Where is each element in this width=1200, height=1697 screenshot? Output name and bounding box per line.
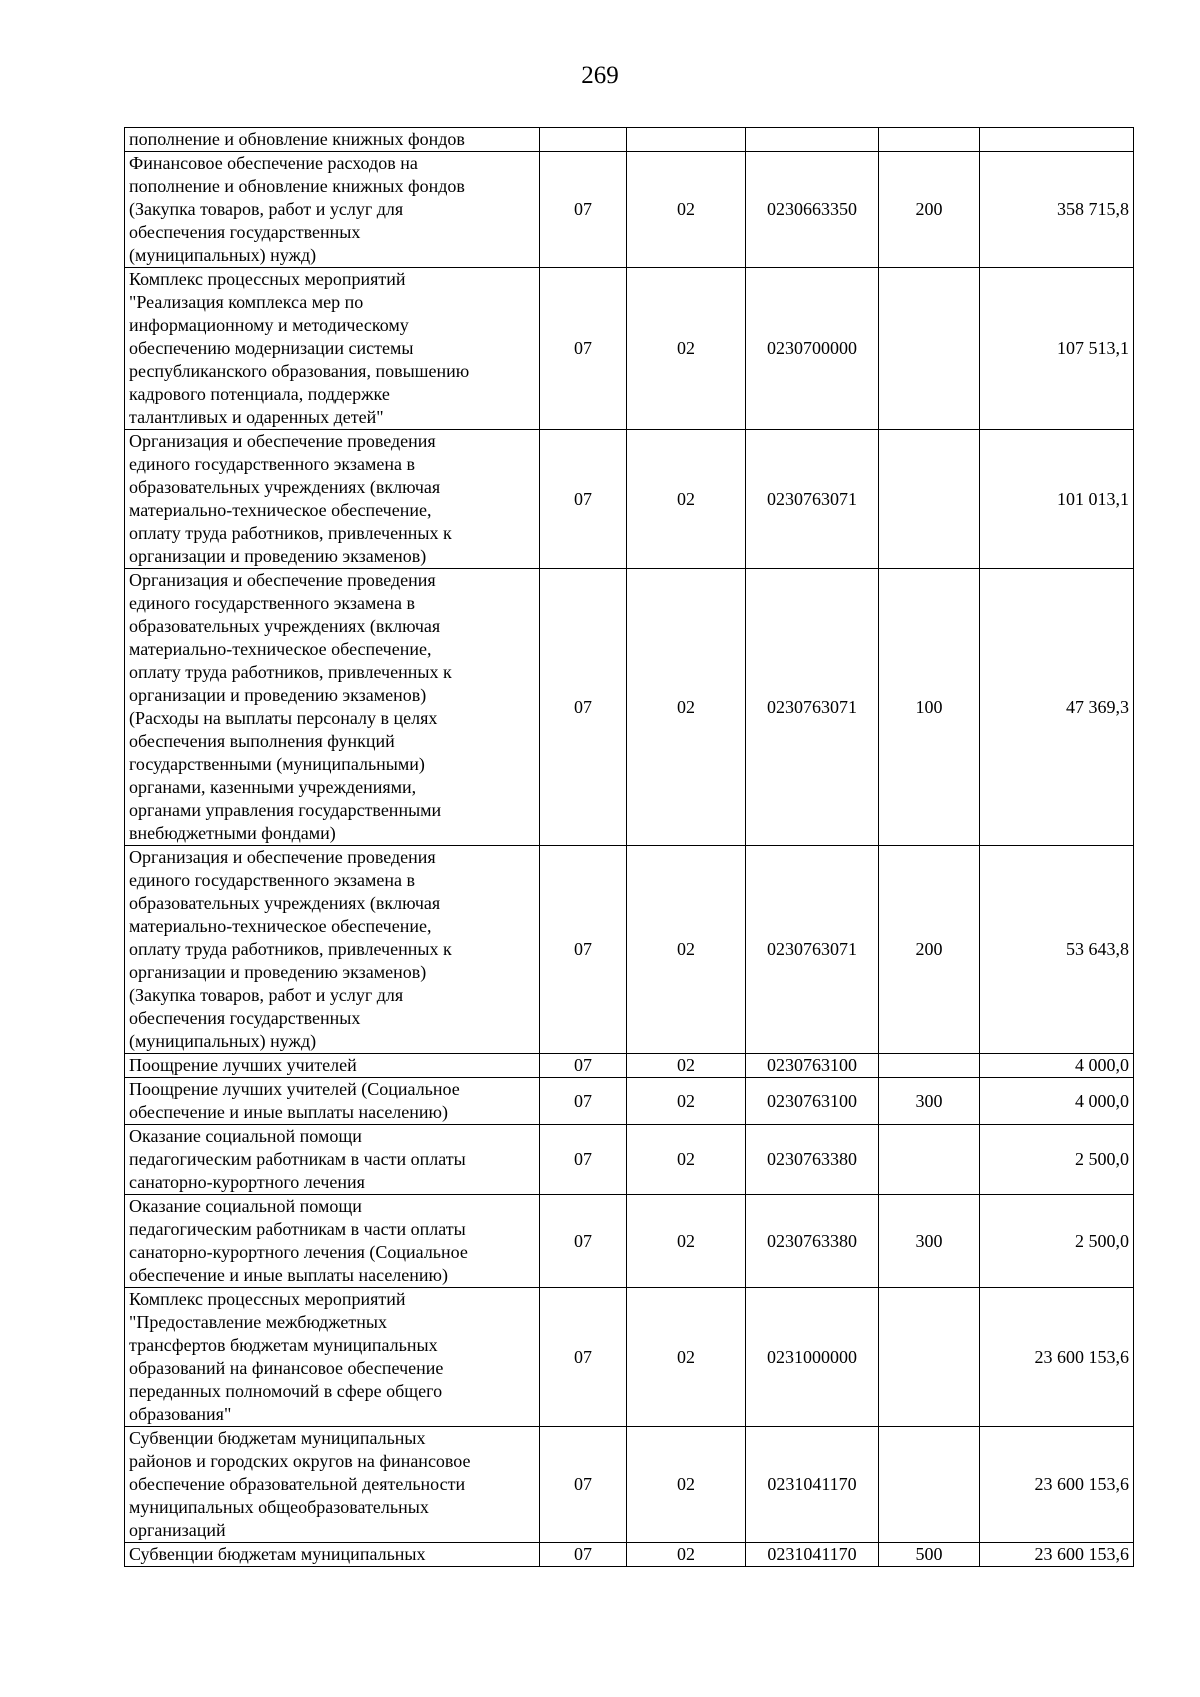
row-section-code (540, 569, 627, 846)
row-amount-text: 23 600 153,6 (1034, 1474, 1129, 1494)
table-row (125, 569, 1134, 846)
row-expense-type-code-text: 500 (915, 1544, 943, 1564)
row-description-text: Оказание социальной помощи педагогическим работникам в части оплаты санаторно-курортного лечения (Социальное обеспечение и иные выплаты населению) (129, 1196, 468, 1285)
row-section-code (540, 430, 627, 569)
row-subsection-code (627, 1125, 746, 1195)
row-amount-text: 23 600 153,6 (1034, 1544, 1129, 1564)
row-subsection-code (627, 1054, 746, 1078)
row-subsection-code (627, 1288, 746, 1427)
row-description (125, 1125, 540, 1195)
row-target-article-code-text: 0231000000 (767, 1346, 857, 1367)
row-target-article-code (746, 1054, 879, 1078)
row-subsection-code (627, 152, 746, 268)
row-expense-type-code (879, 1195, 980, 1288)
row-amount (980, 1078, 1134, 1125)
row-amount (980, 152, 1134, 268)
row-description (125, 846, 540, 1054)
row-expense-type-code (879, 1427, 980, 1543)
row-description-text: Организация и обеспечение проведения единого государственного экзамена в образовательных учреждениях (включая материально-техническое обеспечение, оплату труда работников, привлеченных к организации и проведению экзаменов) (Расходы на выплаты персоналу в целях обеспечения выполнения функций государственными (муниципальными) органами, казенными учреждениями, органами управления государственными внебюджетными фондами) (129, 570, 452, 843)
row-expense-type-code (879, 430, 980, 569)
row-amount (980, 1195, 1134, 1288)
table-row (125, 128, 1134, 152)
row-section-code (540, 268, 627, 430)
row-section-code (540, 1054, 627, 1078)
row-amount (980, 1125, 1134, 1195)
row-section-code-text: 07 (574, 696, 592, 717)
row-section-code-text: 07 (574, 1055, 592, 1075)
row-expense-type-code (879, 1078, 980, 1125)
row-subsection-code-text: 02 (677, 1230, 695, 1251)
row-description (125, 152, 540, 268)
row-expense-type-code (879, 1288, 980, 1427)
row-subsection-code-text: 02 (677, 1055, 695, 1075)
row-description-text: Поощрение лучших учителей (Социальное обеспечение и иные выплаты населению) (129, 1079, 460, 1122)
row-description-text: Комплекс процессных мероприятий "Реализация комплекса мер по информационному и методическому обеспечению модернизации системы республиканского образования, повышению кадрового потенциала, поддержке талантливых и одаренных детей" (129, 269, 470, 427)
row-expense-type-code (879, 128, 980, 152)
row-section-code-text: 07 (574, 199, 592, 219)
row-target-article-code-text: 0230663350 (767, 199, 857, 219)
row-amount-text: 2 500,0 (1075, 1230, 1129, 1251)
row-expense-type-code (879, 1054, 980, 1078)
table-row (125, 1054, 1134, 1078)
row-section-code-text: 07 (574, 1346, 592, 1367)
row-target-article-code (746, 1543, 879, 1567)
row-target-article-code (746, 152, 879, 268)
row-target-article-code-text: 0230700000 (767, 338, 857, 358)
row-subsection-code-text: 02 (677, 1346, 695, 1367)
row-amount-text: 4 000,0 (1075, 1055, 1129, 1075)
row-subsection-code (627, 430, 746, 569)
row-description-text: Субвенции бюджетам муниципальных (129, 1544, 426, 1564)
row-subsection-code (627, 1195, 746, 1288)
row-description-text: Организация и обеспечение проведения единого государственного экзамена в образовательных учреждениях (включая материально-техническое обеспечение, оплату труда работников, привлеченных к организации и проведению экзаменов) (Закупка товаров, работ и услуг для обеспечения государственных (муниципальных) нужд) (129, 847, 452, 1051)
row-section-code-text: 07 (574, 939, 592, 959)
row-subsection-code-text: 02 (677, 199, 695, 219)
row-target-article-code-text: 0230763380 (767, 1230, 857, 1251)
row-amount (980, 1427, 1134, 1543)
row-description (125, 268, 540, 430)
row-target-article-code-text: 0230763100 (767, 1090, 857, 1111)
row-subsection-code-text: 02 (677, 338, 695, 358)
row-subsection-code-text: 02 (677, 1149, 695, 1169)
row-description-text: Субвенции бюджетам муниципальных районов и городских округов на финансовое обеспечение образовательной деятельности муниципальных общеобразовательных организаций (129, 1428, 471, 1540)
table-row (125, 1427, 1134, 1543)
row-description (125, 569, 540, 846)
row-section-code (540, 1427, 627, 1543)
row-expense-type-code-text: 100 (915, 696, 943, 717)
row-section-code (540, 1078, 627, 1125)
row-target-article-code-text: 0230763071 (767, 488, 857, 509)
row-expense-type-code-text: 200 (915, 199, 943, 219)
row-section-code (540, 152, 627, 268)
table-row (125, 846, 1134, 1054)
row-subsection-code (627, 1427, 746, 1543)
row-amount-text: 53 643,8 (1066, 939, 1129, 959)
row-description (125, 1195, 540, 1288)
row-subsection-code (627, 846, 746, 1054)
row-subsection-code-text: 02 (677, 488, 695, 509)
row-target-article-code (746, 268, 879, 430)
row-target-article-code (746, 846, 879, 1054)
row-description-text: Комплекс процессных мероприятий "Предоставление межбюджетных трансфертов бюджетам муниципальных образований на финансовое обеспечение переданных полномочий в сфере общего образования" (129, 1289, 444, 1424)
row-target-article-code (746, 569, 879, 846)
row-section-code (540, 846, 627, 1054)
row-description-text: Организация и обеспечение проведения единого государственного экзамена в образовательных учреждениях (включая материально-техническое обеспечение, оплату труда работников, привлеченных к организации и проведению экзаменов) (129, 431, 452, 566)
row-expense-type-code-text: 300 (915, 1230, 943, 1251)
row-subsection-code-text: 02 (677, 1544, 695, 1564)
row-description (125, 430, 540, 569)
row-amount (980, 846, 1134, 1054)
row-subsection-code-text: 02 (677, 939, 695, 959)
row-section-code-text: 07 (574, 1149, 592, 1169)
row-subsection-code (627, 1543, 746, 1567)
row-amount (980, 430, 1134, 569)
row-description (125, 1288, 540, 1427)
row-description (125, 128, 540, 152)
row-section-code-text: 07 (574, 1474, 592, 1494)
row-target-article-code (746, 1078, 879, 1125)
row-expense-type-code (879, 1125, 980, 1195)
table-row (125, 1543, 1134, 1567)
row-section-code (540, 1195, 627, 1288)
row-target-article-code (746, 1427, 879, 1543)
row-description (125, 1427, 540, 1543)
row-description-text: пополнение и обновление книжных фондов (129, 129, 465, 149)
row-expense-type-code (879, 268, 980, 430)
row-target-article-code-text: 0230763071 (767, 939, 857, 959)
row-target-article-code-text: 0230763380 (767, 1149, 857, 1169)
row-section-code (540, 128, 627, 152)
table-row (125, 1078, 1134, 1125)
row-amount-text: 47 369,3 (1066, 696, 1129, 717)
row-expense-type-code-text: 300 (915, 1090, 943, 1111)
row-description-text: Оказание социальной помощи педагогическим работникам в части оплаты санаторно-курортного лечения (129, 1126, 466, 1192)
table-row (125, 430, 1134, 569)
row-subsection-code (627, 569, 746, 846)
row-subsection-code (627, 268, 746, 430)
row-description (125, 1054, 540, 1078)
row-amount (980, 128, 1134, 152)
row-section-code-text: 07 (574, 1230, 592, 1251)
row-expense-type-code-text: 200 (915, 939, 943, 959)
row-target-article-code (746, 128, 879, 152)
row-subsection-code (627, 1078, 746, 1125)
row-section-code-text: 07 (574, 488, 592, 509)
row-amount (980, 569, 1134, 846)
row-amount (980, 268, 1134, 430)
table-row (125, 152, 1134, 268)
row-amount-text: 101 013,1 (1057, 488, 1129, 509)
row-amount-text: 358 715,8 (1057, 199, 1129, 219)
row-amount (980, 1288, 1134, 1427)
table-row (125, 1125, 1134, 1195)
row-amount-text: 2 500,0 (1075, 1149, 1129, 1169)
row-section-code-text: 07 (574, 1090, 592, 1111)
row-target-article-code (746, 1195, 879, 1288)
row-subsection-code-text: 02 (677, 1474, 695, 1494)
row-amount (980, 1543, 1134, 1567)
row-expense-type-code (879, 846, 980, 1054)
row-target-article-code-text: 0230763071 (767, 696, 857, 717)
row-section-code-text: 07 (574, 1544, 592, 1564)
row-amount (980, 1054, 1134, 1078)
budget-table (124, 127, 1134, 1567)
row-target-article-code (746, 430, 879, 569)
row-section-code (540, 1288, 627, 1427)
row-expense-type-code (879, 152, 980, 268)
row-section-code (540, 1543, 627, 1567)
row-section-code (540, 1125, 627, 1195)
table-row (125, 268, 1134, 430)
row-description-text: Финансовое обеспечение расходов на пополнение и обновление книжных фондов (Закупка товаров, работ и услуг для обеспечения государственных (муниципальных) нужд) (129, 153, 465, 265)
row-amount-text: 23 600 153,6 (1034, 1346, 1129, 1367)
row-amount-text: 4 000,0 (1075, 1090, 1129, 1111)
table-row (125, 1288, 1134, 1427)
row-subsection-code (627, 128, 746, 152)
budget-table-body (125, 128, 1134, 1567)
row-subsection-code-text: 02 (677, 696, 695, 717)
page-number: 269 (581, 62, 619, 89)
row-target-article-code-text: 0231041170 (767, 1474, 857, 1494)
row-description (125, 1543, 540, 1567)
row-description (125, 1078, 540, 1125)
row-subsection-code-text: 02 (677, 1090, 695, 1111)
table-row (125, 1195, 1134, 1288)
row-description-text: Поощрение лучших учителей (129, 1055, 357, 1075)
row-target-article-code (746, 1288, 879, 1427)
row-target-article-code-text: 0231041170 (767, 1544, 857, 1564)
row-target-article-code-text: 0230763100 (767, 1055, 857, 1075)
row-amount-text: 107 513,1 (1057, 338, 1129, 358)
row-expense-type-code (879, 1543, 980, 1567)
row-target-article-code (746, 1125, 879, 1195)
row-section-code-text: 07 (574, 338, 592, 358)
row-expense-type-code (879, 569, 980, 846)
